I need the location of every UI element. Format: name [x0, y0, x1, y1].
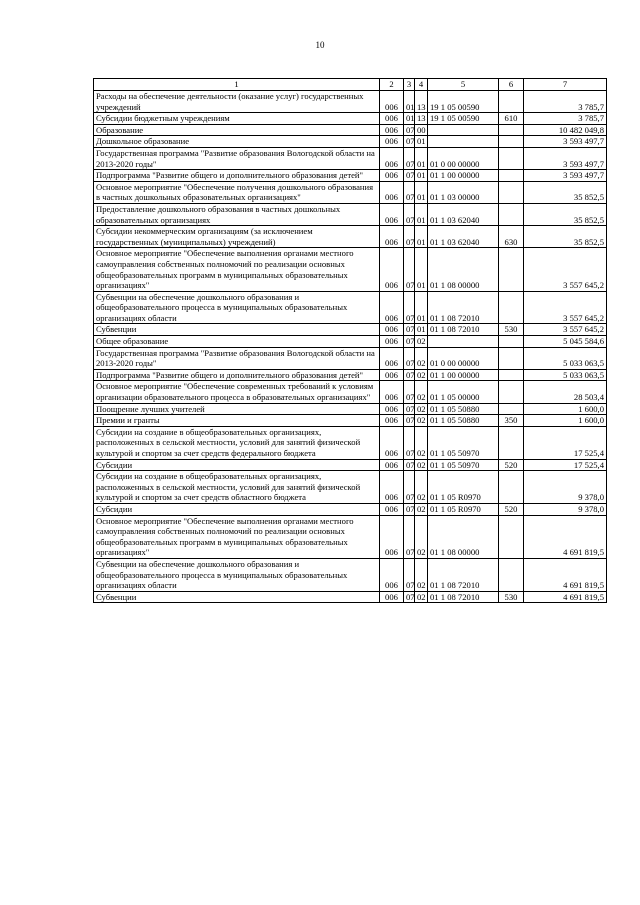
- row-section-code: 07: [404, 124, 415, 136]
- row-subsection-code: 02: [415, 591, 428, 603]
- row-amount: 4 691 819,5: [524, 591, 607, 603]
- table-row: [94, 203, 607, 225]
- row-expense-type: 610: [499, 113, 524, 125]
- row-section-code: 07: [404, 459, 415, 471]
- row-amount: 17 525,4: [524, 459, 607, 471]
- row-grbs-code: 006: [380, 91, 404, 113]
- table-row: [94, 503, 607, 515]
- row-expense-type: 530: [499, 591, 524, 603]
- row-target-article: 01 1 08 72010: [428, 591, 499, 603]
- table-row: [94, 369, 607, 381]
- row-section-code: 07: [404, 291, 415, 324]
- row-section-code: 07: [404, 336, 415, 348]
- table-row: [94, 91, 607, 113]
- row-section-code: 07: [404, 503, 415, 515]
- row-grbs-code: 006: [380, 203, 404, 225]
- row-target-article: 01 1 03 62040: [428, 226, 499, 248]
- row-amount: 1 600,0: [524, 415, 607, 427]
- row-name: Премии и гранты: [94, 415, 380, 427]
- table-row: [94, 113, 607, 125]
- row-name: Субвенции на обеспечение дошкольного образования и общеобразовательного процесса в муниципальных образовательных организациях области: [94, 291, 380, 324]
- row-subsection-code: 02: [415, 369, 428, 381]
- row-expense-type: [499, 248, 524, 291]
- column-header: 1: [94, 79, 380, 91]
- row-name: Расходы на обеспечение деятельности (оказание услуг) государственных учреждений: [94, 91, 380, 113]
- row-amount: 35 852,5: [524, 181, 607, 203]
- row-target-article: 01 1 08 00000: [428, 248, 499, 291]
- row-target-article: 01 1 00 00000: [428, 170, 499, 182]
- row-grbs-code: 006: [380, 170, 404, 182]
- row-section-code: 07: [404, 203, 415, 225]
- row-subsection-code: 01: [415, 226, 428, 248]
- row-target-article: 19 1 05 00590: [428, 91, 499, 113]
- column-header: 4: [415, 79, 428, 91]
- table-row: [94, 291, 607, 324]
- table-row: [94, 558, 607, 591]
- row-amount: 4 691 819,5: [524, 558, 607, 591]
- row-section-code: 07: [404, 181, 415, 203]
- row-amount: 3 593 497,7: [524, 136, 607, 148]
- row-amount: 9 378,0: [524, 503, 607, 515]
- row-section-code: 07: [404, 147, 415, 169]
- table-row: [94, 471, 607, 504]
- table-row: [94, 336, 607, 348]
- row-expense-type: [499, 170, 524, 182]
- row-amount: 3 557 645,2: [524, 324, 607, 336]
- row-name: Субсидии на создание в общеобразовательных организациях, расположенных в сельской местности, условий для занятий физической культурой и спортом за счет средств областного бюджета: [94, 471, 380, 504]
- table-header-row: [94, 79, 607, 91]
- row-grbs-code: 006: [380, 248, 404, 291]
- row-expense-type: 520: [499, 459, 524, 471]
- table-row: [94, 347, 607, 369]
- row-amount: 28 503,4: [524, 381, 607, 403]
- table-row: [94, 147, 607, 169]
- row-grbs-code: 006: [380, 369, 404, 381]
- row-grbs-code: 006: [380, 415, 404, 427]
- row-name: Субвенции: [94, 324, 380, 336]
- table-row: [94, 170, 607, 182]
- row-name: Основное мероприятие "Обеспечение выполнения органами местного самоуправления собственных полномочий по реализации основных общеобразовательных программ в муниципальных образовательных организациях": [94, 515, 380, 558]
- row-expense-type: 630: [499, 226, 524, 248]
- row-target-article: 19 1 05 00590: [428, 113, 499, 125]
- row-target-article: 01 1 05 50880: [428, 403, 499, 415]
- row-section-code: 07: [404, 369, 415, 381]
- row-amount: 3 557 645,2: [524, 291, 607, 324]
- row-subsection-code: 13: [415, 91, 428, 113]
- row-section-code: 07: [404, 415, 415, 427]
- table-row: [94, 415, 607, 427]
- row-grbs-code: 006: [380, 181, 404, 203]
- row-amount: 3 785,7: [524, 91, 607, 113]
- column-header: 6: [499, 79, 524, 91]
- row-grbs-code: 006: [380, 136, 404, 148]
- row-subsection-code: 02: [415, 426, 428, 459]
- row-subsection-code: 02: [415, 515, 428, 558]
- row-subsection-code: 02: [415, 459, 428, 471]
- row-amount: 9 378,0: [524, 471, 607, 504]
- table-row: [94, 226, 607, 248]
- row-expense-type: [499, 291, 524, 324]
- row-subsection-code: 01: [415, 291, 428, 324]
- row-target-article: 01 0 00 00000: [428, 347, 499, 369]
- row-subsection-code: 02: [415, 415, 428, 427]
- row-name: Субсидии бюджетным учреждениям: [94, 113, 380, 125]
- page-number: 10: [315, 40, 325, 50]
- row-expense-type: 530: [499, 324, 524, 336]
- row-name: Государственная программа "Развитие образования Вологодской области на 2013-2020 годы": [94, 347, 380, 369]
- table-row: [94, 403, 607, 415]
- row-target-article: 01 0 00 00000: [428, 147, 499, 169]
- row-name: Предоставление дошкольного образования в частных дошкольных образовательных организациях: [94, 203, 380, 225]
- row-subsection-code: 01: [415, 170, 428, 182]
- table-row: [94, 591, 607, 603]
- row-expense-type: [499, 471, 524, 504]
- row-section-code: 07: [404, 403, 415, 415]
- row-grbs-code: 006: [380, 515, 404, 558]
- row-subsection-code: 02: [415, 381, 428, 403]
- row-subsection-code: 01: [415, 324, 428, 336]
- row-subsection-code: 02: [415, 471, 428, 504]
- row-target-article: 01 1 08 00000: [428, 515, 499, 558]
- row-target-article: 01 1 05 50880: [428, 415, 499, 427]
- row-grbs-code: 006: [380, 591, 404, 603]
- row-subsection-code: 01: [415, 203, 428, 225]
- row-subsection-code: 01: [415, 136, 428, 148]
- row-grbs-code: 006: [380, 324, 404, 336]
- row-name: Поощрение лучших учителей: [94, 403, 380, 415]
- row-subsection-code: 00: [415, 124, 428, 136]
- row-amount: 10 482 049,8: [524, 124, 607, 136]
- row-target-article: 01 1 08 72010: [428, 558, 499, 591]
- row-amount: 35 852,5: [524, 203, 607, 225]
- row-expense-type: [499, 181, 524, 203]
- row-grbs-code: 006: [380, 403, 404, 415]
- row-target-article: [428, 124, 499, 136]
- row-grbs-code: 006: [380, 347, 404, 369]
- row-target-article: [428, 136, 499, 148]
- row-section-code: 07: [404, 426, 415, 459]
- row-name: Подпрограмма "Развитие общего и дополнительного образования детей": [94, 170, 380, 182]
- row-name: Субсидии на создание в общеобразовательных организациях, расположенных в сельской местности, условий для занятий физической культурой и спортом за счет средств федерального бюджета: [94, 426, 380, 459]
- table-row: [94, 381, 607, 403]
- table-row: [94, 136, 607, 148]
- row-section-code: 07: [404, 471, 415, 504]
- row-target-article: 01 1 00 00000: [428, 369, 499, 381]
- row-expense-type: [499, 203, 524, 225]
- row-amount: 3 593 497,7: [524, 147, 607, 169]
- table-row: [94, 124, 607, 136]
- row-subsection-code: 02: [415, 347, 428, 369]
- row-name: Основное мероприятие "Обеспечение современных требований к условиям организации образовательного процесса в образовательных организациях": [94, 381, 380, 403]
- row-target-article: 01 1 08 72010: [428, 324, 499, 336]
- row-section-code: 07: [404, 381, 415, 403]
- row-subsection-code: 01: [415, 181, 428, 203]
- row-section-code: 07: [404, 136, 415, 148]
- row-target-article: 01 1 08 72010: [428, 291, 499, 324]
- row-expense-type: [499, 124, 524, 136]
- row-target-article: [428, 336, 499, 348]
- row-expense-type: [499, 91, 524, 113]
- row-grbs-code: 006: [380, 113, 404, 125]
- row-name: Образование: [94, 124, 380, 136]
- row-expense-type: [499, 515, 524, 558]
- row-grbs-code: 006: [380, 226, 404, 248]
- column-header: 7: [524, 79, 607, 91]
- row-amount: 35 852,5: [524, 226, 607, 248]
- row-subsection-code: 02: [415, 336, 428, 348]
- row-grbs-code: 006: [380, 124, 404, 136]
- row-expense-type: [499, 369, 524, 381]
- row-subsection-code: 02: [415, 558, 428, 591]
- row-expense-type: 350: [499, 415, 524, 427]
- row-target-article: 01 1 05 R0970: [428, 503, 499, 515]
- row-amount: 3 785,7: [524, 113, 607, 125]
- row-amount: 3 593 497,7: [524, 170, 607, 182]
- row-name: Субсидии: [94, 503, 380, 515]
- column-header: 3: [404, 79, 415, 91]
- row-name: Субвенции на обеспечение дошкольного образования и общеобразовательного процесса в муниципальных образовательных организациях области: [94, 558, 380, 591]
- row-name: Субсидии некоммерческим организациям (за исключением государственных (муниципальных) учреждений): [94, 226, 380, 248]
- row-subsection-code: 01: [415, 248, 428, 291]
- row-section-code: 07: [404, 591, 415, 603]
- row-section-code: 07: [404, 515, 415, 558]
- table-row: [94, 459, 607, 471]
- row-section-code: 07: [404, 170, 415, 182]
- row-name: Государственная программа "Развитие образования Вологодской области на 2013-2020 годы": [94, 147, 380, 169]
- table-row: [94, 426, 607, 459]
- row-expense-type: [499, 347, 524, 369]
- table-body: [94, 91, 607, 603]
- column-header: 5: [428, 79, 499, 91]
- column-header: 2: [380, 79, 404, 91]
- row-target-article: 01 1 03 00000: [428, 181, 499, 203]
- row-amount: 5 033 063,5: [524, 347, 607, 369]
- table-row: [94, 248, 607, 291]
- row-target-article: 01 1 05 00000: [428, 381, 499, 403]
- row-section-code: 07: [404, 558, 415, 591]
- row-subsection-code: 02: [415, 503, 428, 515]
- row-section-code: 07: [404, 324, 415, 336]
- row-expense-type: [499, 147, 524, 169]
- row-name: Субсидии: [94, 459, 380, 471]
- row-section-code: 01: [404, 91, 415, 113]
- row-section-code: 07: [404, 226, 415, 248]
- row-grbs-code: 006: [380, 336, 404, 348]
- row-grbs-code: 006: [380, 471, 404, 504]
- row-expense-type: 520: [499, 503, 524, 515]
- row-section-code: 07: [404, 347, 415, 369]
- row-expense-type: [499, 403, 524, 415]
- row-section-code: 01: [404, 113, 415, 125]
- table-row: [94, 324, 607, 336]
- row-grbs-code: 006: [380, 381, 404, 403]
- row-grbs-code: 006: [380, 459, 404, 471]
- row-target-article: 01 1 03 62040: [428, 203, 499, 225]
- row-expense-type: [499, 336, 524, 348]
- budget-table: [93, 78, 607, 603]
- row-name: Основное мероприятие "Обеспечение получения дошкольного образования в частных дошкольных образовательных организациях": [94, 181, 380, 203]
- row-expense-type: [499, 558, 524, 591]
- row-name: Подпрограмма "Развитие общего и дополнительного образования детей": [94, 369, 380, 381]
- row-grbs-code: 006: [380, 503, 404, 515]
- row-grbs-code: 006: [380, 291, 404, 324]
- row-name: Субвенции: [94, 591, 380, 603]
- row-target-article: 01 1 05 R0970: [428, 471, 499, 504]
- row-amount: 1 600,0: [524, 403, 607, 415]
- row-amount: 5 045 584,6: [524, 336, 607, 348]
- row-amount: 4 691 819,5: [524, 515, 607, 558]
- row-amount: 5 033 063,5: [524, 369, 607, 381]
- row-subsection-code: 01: [415, 147, 428, 169]
- row-expense-type: [499, 381, 524, 403]
- table-row: [94, 181, 607, 203]
- row-grbs-code: 006: [380, 426, 404, 459]
- row-target-article: 01 1 05 50970: [428, 459, 499, 471]
- row-grbs-code: 006: [380, 147, 404, 169]
- row-name: Дошкольное образование: [94, 136, 380, 148]
- row-expense-type: [499, 426, 524, 459]
- row-amount: 3 557 645,2: [524, 248, 607, 291]
- row-grbs-code: 006: [380, 558, 404, 591]
- row-subsection-code: 02: [415, 403, 428, 415]
- row-amount: 17 525,4: [524, 426, 607, 459]
- row-section-code: 07: [404, 248, 415, 291]
- table-row: [94, 515, 607, 558]
- row-name: Общее образование: [94, 336, 380, 348]
- row-name: Основное мероприятие "Обеспечение выполнения органами местного самоуправления собственных полномочий по реализации основных общеобразовательных программ в муниципальных образовательных организациях": [94, 248, 380, 291]
- row-subsection-code: 13: [415, 113, 428, 125]
- row-expense-type: [499, 136, 524, 148]
- row-target-article: 01 1 05 50970: [428, 426, 499, 459]
